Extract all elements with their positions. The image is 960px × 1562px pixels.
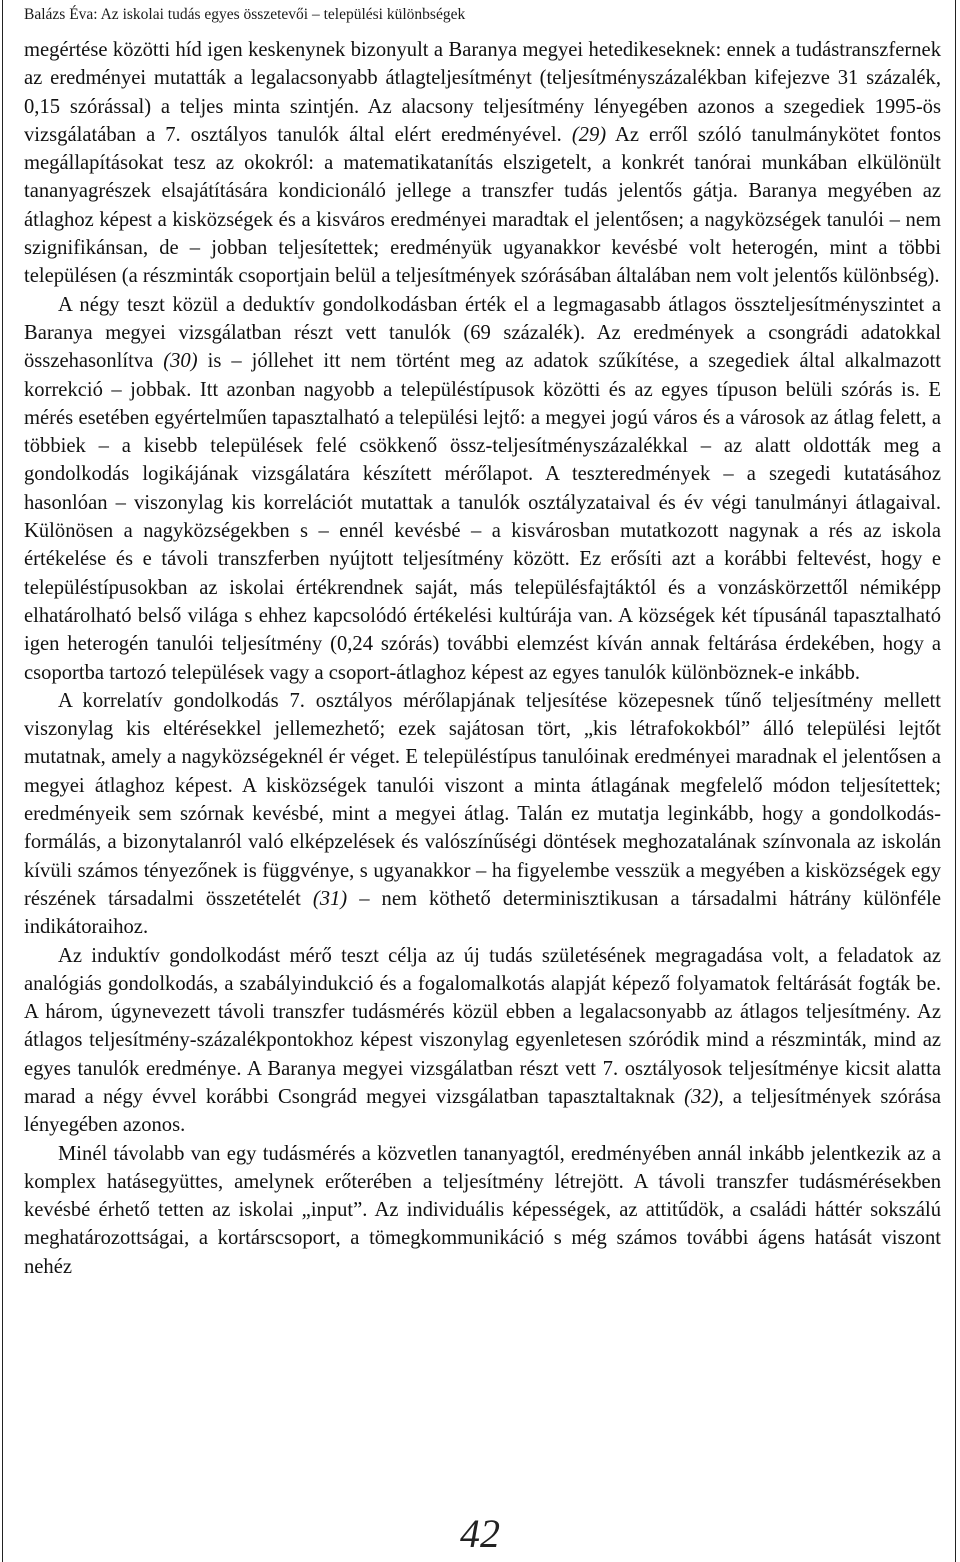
body-text <box>24 36 941 1281</box>
paragraph-text: A korrelatív gondolkodás 7. osztályos mérőlapjának teljesítése közepesnek tűnő teljesítmény mellett viszonylag kis eltérésekkel jellemezhető; ezek sajátosan tört, „kis létrafokokból” álló települési lejtőt mutatnak, amely a nagyközségeknél ér véget. E településtípus tanulóinak eredményei maradnak el jelentősen a megyei átlaghoz képest. A kisközségek tanulói viszont a minta átlagának megfelelő módon teljesítettek; eredményeik sem szórnak kevésbé, mint a megyei átlag. Talán ez mutatja leginkább, hogy a gondolkodás-formálás, a bizonytalanról való elképzelések és valószínűségi döntések meghozatalának színvonala az iskolán kívüli számos tényezőnek is függvénye, s ugyanakkor – ha figyelembe vesszük a megyében a kisközségek egy részének társadalmi összetételét <box>24 689 941 910</box>
paragraph-text: A négy teszt közül a deduktív gondolkodásban érték el a legmagasabb átlagos összteljesítményszintet a Baranya megyei vizsgálatban részt vett tanulók (69 százalék). Az eredmények a csongrádi adatokkal összehasonlítva <box>24 293 941 373</box>
paragraph-4 <box>24 942 941 1140</box>
left-margin-rule <box>2 0 3 1562</box>
right-margin-rule <box>955 0 956 1562</box>
paragraph-text-continued: is – jóllehet itt nem történt meg az adatok szűkítése, a szegediek által alkalmazott korrekció – jobbak. Itt azonban nagyobb a településtípusok közötti és az egyes típuson belüli szórás is. E mérés esetében egyértelműen tapasztalható a települési lejtő: a megyei jogú város és a városok az átlag felett, a többiek – a kisebb települések felé csökkenő össz-teljesítményszázalékkal – az alatt oldották meg a gondolkodás logikájának vizsgálatára készített mérőlapot. A teszteredmények – a szegedi kutatásához hasonlóan – viszonylag kis korrelációt mutattak a tanulók osztályzataival és év végi tanulmányi átlagaival. Különösen a nagyközségekben s – ennél kevésbé – a kisvárosban mutatkozott nagynak a rés az iskola értékelése és e távoli transzferben nyújtott teljesítmény között. Ez erősíti azt a korábbi feltevést, hogy e településtípusokban az iskolai értékrendnek saját, más településfajtáktól és a vonzáskörzettől némiképp elhatárolható belső világa s ehhez kapcsolódó értékelési kultúrája van. A községek két típusánál tapasztalható igen heterogén tanulói teljesítmény (0,24 szórás) további elemzést kíván annak feltárása érdekében, hogy a csoportba tartozó települések vagy a csoport-átlaghoz képest az egyes tanulók különböznek-e inkább. <box>24 350 941 684</box>
paragraph-5 <box>24 1140 941 1281</box>
citation-reference: (29) <box>571 123 607 146</box>
paragraph-text: Minél távolabb van egy tudásmérés a közvetlen tananyagtól, eredményében annál inkább jelentkezik az a komplex hatásegyüttes, amelynek erőterében a teljesítmény létrejött. A távoli transzfer tudásmérésekben kevésbé érhető tetten az iskolai „input”. Az individuális képességek, az attitűdök, a családi háttér sokszálú meghatározottságai, a kortárscsoport, a tömegkommunikáció s még számos további ágens hatását viszont nehéz <box>24 1142 941 1278</box>
paragraph-1 <box>24 36 941 291</box>
paragraph-text-continued: – nem köthető determinisztikusan a társadalmi hátrány különféle indikátoraihoz. <box>24 887 941 939</box>
paragraph-text: megértése közötti híd igen keskenynek bizonyult a Baranya megyei hetedikeseknek: ennek a tudástranszfernek az eredményei mutatták a legalacsonyabb átlagteljesítményt (teljesítményszázalékban kifejezve 31 százalék, 0,15 szórással) a teljes minta szintjén. Az alacsony teljesítmény lényegében azonos a szegediek 1995-ös vizsgálatában a 7. osztályos tanulók által elért eredményével. <box>24 39 941 146</box>
paragraph-2 <box>24 291 941 687</box>
paragraph-3 <box>24 687 941 942</box>
citation-reference: (32) <box>684 1085 719 1108</box>
running-header: Balázs Éva: Az iskolai tudás egyes összetevői – települési különbségek <box>24 6 466 23</box>
paragraph-text: Az induktív gondolkodást mérő teszt célja az új tudás születésének megragadása volt, a feladatok az analógiás gondolkodás, a szabályindukció és a fogalomalkotás alapját képező folyamatok feltárását fogták be. A három, úgynevezett távoli transzfer tudásmérés közül ebben a legalacsonyabb az átlagos teljesítmény. Az átlagos teljesítmény-százalékpontokhoz képest viszonylag egyenletesen szóródik mind a részminták, mind az egyes tanulók eredménye. A Baranya megyei vizsgálatban részt vett 7. osztályosok teljesítménye kicsit alatta marad a négy évvel korábbi Csongrád megyei vizsgálatban tapasztaltaknak <box>24 944 941 1108</box>
page-number: 42 <box>460 1511 500 1556</box>
paragraph-text-continued: , a teljesítmények szórása lényegében azonos. <box>24 1085 941 1137</box>
citation-reference: (30) <box>163 350 198 373</box>
citation-reference: (31) <box>312 887 348 910</box>
paragraph-text-continued: Az erről szóló tanulmánykötet fontos megállapításokat tesz az okokról: a matematikatanítás elszigetelt, a konkrét tanórai munkában elkülönült tananyagrészek elsajátítására kondicionáló jellege a transzfer tudás jelentős gátja. Baranya megyében az átlaghoz képest a kisközségek és a kisváros eredményei maradtak el jelentősen; a nagyközségek tanulói – nem szignifikánsan, de – jobban teljesítettek; eredményük ugyanakkor kevésbé volt heterogén, mint a többi településen (a részminták csoportjain belül a teljesítmények szórásában általában nem volt jelentős különbség). <box>24 123 941 288</box>
